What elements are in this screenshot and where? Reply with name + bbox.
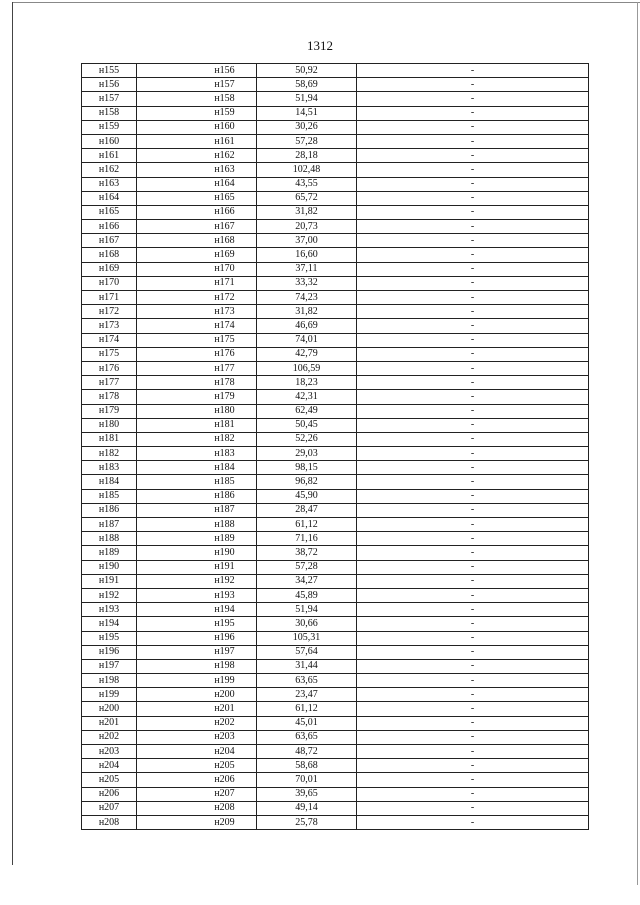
note-cell: - — [357, 730, 589, 744]
note-cell: - — [357, 177, 589, 191]
to-point-cell: н198 — [137, 659, 257, 673]
to-point-cell: н209 — [137, 815, 257, 829]
note-cell: - — [357, 361, 589, 375]
to-point-cell: н172 — [137, 291, 257, 305]
distance-cell: 57,28 — [257, 560, 357, 574]
distance-cell: 71,16 — [257, 532, 357, 546]
from-point-cell: н185 — [82, 489, 137, 503]
table-row — [82, 248, 589, 262]
table-row — [82, 390, 589, 404]
distance-cell: 20,73 — [257, 220, 357, 234]
table-row — [82, 773, 589, 787]
from-point-cell: н175 — [82, 347, 137, 361]
table-row — [82, 404, 589, 418]
to-point-cell: н185 — [137, 475, 257, 489]
from-point-cell: н156 — [82, 78, 137, 92]
to-point-cell: н195 — [137, 617, 257, 631]
table-row — [82, 92, 589, 106]
distance-cell: 30,66 — [257, 617, 357, 631]
from-point-cell: н192 — [82, 588, 137, 602]
note-cell: - — [357, 787, 589, 801]
from-point-cell: н198 — [82, 674, 137, 688]
distance-cell: 106,59 — [257, 361, 357, 375]
note-cell: - — [357, 432, 589, 446]
note-cell: - — [357, 78, 589, 92]
from-point-cell: н183 — [82, 461, 137, 475]
to-point-cell: н156 — [137, 64, 257, 78]
table-row — [82, 560, 589, 574]
note-cell: - — [357, 617, 589, 631]
from-point-cell: н194 — [82, 617, 137, 631]
to-point-cell: н190 — [137, 546, 257, 560]
to-point-cell: н181 — [137, 418, 257, 432]
to-point-cell: н165 — [137, 191, 257, 205]
note-cell: - — [357, 305, 589, 319]
from-point-cell: н181 — [82, 432, 137, 446]
note-cell: - — [357, 645, 589, 659]
table-row — [82, 220, 589, 234]
from-point-cell: н179 — [82, 404, 137, 418]
table-row — [82, 234, 589, 248]
to-point-cell: н201 — [137, 702, 257, 716]
table-row — [82, 149, 589, 163]
distance-cell: 14,51 — [257, 106, 357, 120]
table-row — [82, 588, 589, 602]
table-row — [82, 659, 589, 673]
to-point-cell: н208 — [137, 801, 257, 815]
distance-cell: 37,11 — [257, 262, 357, 276]
scan-edge-left — [12, 2, 13, 865]
table-row — [82, 447, 589, 461]
from-point-cell: н169 — [82, 262, 137, 276]
distance-cell: 96,82 — [257, 475, 357, 489]
table-row — [82, 376, 589, 390]
note-cell: - — [357, 191, 589, 205]
table-row — [82, 78, 589, 92]
from-point-cell: н157 — [82, 92, 137, 106]
to-point-cell: н178 — [137, 376, 257, 390]
from-point-cell: н191 — [82, 574, 137, 588]
note-cell: - — [357, 92, 589, 106]
to-point-cell: н162 — [137, 149, 257, 163]
table-row — [82, 815, 589, 829]
note-cell: - — [357, 319, 589, 333]
distance-cell: 42,31 — [257, 390, 357, 404]
to-point-cell: н191 — [137, 560, 257, 574]
table-row — [82, 163, 589, 177]
note-cell: - — [357, 489, 589, 503]
table-row — [82, 503, 589, 517]
from-point-cell: н196 — [82, 645, 137, 659]
from-point-cell: н203 — [82, 745, 137, 759]
note-cell: - — [357, 262, 589, 276]
page-number: 1312 — [307, 38, 333, 53]
distance-cell: 28,47 — [257, 503, 357, 517]
note-cell: - — [357, 106, 589, 120]
note-cell: - — [357, 603, 589, 617]
distance-cell: 57,64 — [257, 645, 357, 659]
table-row — [82, 787, 589, 801]
distance-cell: 65,72 — [257, 191, 357, 205]
distance-cell: 25,78 — [257, 815, 357, 829]
table-row — [82, 489, 589, 503]
table-row — [82, 177, 589, 191]
from-point-cell: н186 — [82, 503, 137, 517]
from-point-cell: н187 — [82, 518, 137, 532]
table-row — [82, 106, 589, 120]
to-point-cell: н199 — [137, 674, 257, 688]
table-row — [82, 347, 589, 361]
from-point-cell: н162 — [82, 163, 137, 177]
distance-cell: 30,26 — [257, 120, 357, 134]
table-row — [82, 674, 589, 688]
table-row — [82, 716, 589, 730]
to-point-cell: н207 — [137, 787, 257, 801]
distance-cell: 33,32 — [257, 276, 357, 290]
distance-cell: 46,69 — [257, 319, 357, 333]
to-point-cell: н168 — [137, 234, 257, 248]
from-point-cell: н166 — [82, 220, 137, 234]
distance-cell: 52,26 — [257, 432, 357, 446]
to-point-cell: н180 — [137, 404, 257, 418]
note-cell: - — [357, 404, 589, 418]
from-point-cell: н177 — [82, 376, 137, 390]
from-point-cell: н188 — [82, 532, 137, 546]
distance-cell: 51,94 — [257, 92, 357, 106]
to-point-cell: н175 — [137, 333, 257, 347]
distance-cell: 57,28 — [257, 134, 357, 148]
note-cell: - — [357, 815, 589, 829]
table-row — [82, 475, 589, 489]
note-cell: - — [357, 234, 589, 248]
to-point-cell: н194 — [137, 603, 257, 617]
to-point-cell: н159 — [137, 106, 257, 120]
note-cell: - — [357, 574, 589, 588]
note-cell: - — [357, 560, 589, 574]
from-point-cell: н200 — [82, 702, 137, 716]
from-point-cell: н165 — [82, 205, 137, 219]
from-point-cell: н178 — [82, 390, 137, 404]
distance-cell: 98,15 — [257, 461, 357, 475]
note-cell: - — [357, 134, 589, 148]
to-point-cell: н193 — [137, 588, 257, 602]
from-point-cell: н172 — [82, 305, 137, 319]
table-row — [82, 631, 589, 645]
from-point-cell: н161 — [82, 149, 137, 163]
to-point-cell: н177 — [137, 361, 257, 375]
from-point-cell: н173 — [82, 319, 137, 333]
to-point-cell: н170 — [137, 262, 257, 276]
distance-cell: 62,49 — [257, 404, 357, 418]
distance-cell: 48,72 — [257, 745, 357, 759]
note-cell: - — [357, 674, 589, 688]
to-point-cell: н203 — [137, 730, 257, 744]
distance-cell: 102,48 — [257, 163, 357, 177]
note-cell: - — [357, 659, 589, 673]
to-point-cell: н164 — [137, 177, 257, 191]
from-point-cell: н184 — [82, 475, 137, 489]
to-point-cell: н187 — [137, 503, 257, 517]
table-row — [82, 134, 589, 148]
distance-cell: 74,01 — [257, 333, 357, 347]
distance-cell: 58,69 — [257, 78, 357, 92]
to-point-cell: н173 — [137, 305, 257, 319]
distance-cell: 50,92 — [257, 64, 357, 78]
distance-cell: 74,23 — [257, 291, 357, 305]
to-point-cell: н183 — [137, 447, 257, 461]
from-point-cell: н199 — [82, 688, 137, 702]
from-point-cell: н171 — [82, 291, 137, 305]
note-cell: - — [357, 518, 589, 532]
to-point-cell: н166 — [137, 205, 257, 219]
to-point-cell: н204 — [137, 745, 257, 759]
note-cell: - — [357, 773, 589, 787]
to-point-cell: н176 — [137, 347, 257, 361]
distance-cell: 45,90 — [257, 489, 357, 503]
note-cell: - — [357, 291, 589, 305]
note-cell: - — [357, 631, 589, 645]
table-row — [82, 546, 589, 560]
from-point-cell: н207 — [82, 801, 137, 815]
table-row — [82, 645, 589, 659]
distance-cell: 45,01 — [257, 716, 357, 730]
table-row — [82, 64, 589, 78]
table-row — [82, 291, 589, 305]
table-row — [82, 333, 589, 347]
note-cell: - — [357, 120, 589, 134]
table-row — [82, 801, 589, 815]
note-cell: - — [357, 333, 589, 347]
to-point-cell: н184 — [137, 461, 257, 475]
to-point-cell: н167 — [137, 220, 257, 234]
note-cell: - — [357, 418, 589, 432]
table-row — [82, 532, 589, 546]
note-cell: - — [357, 220, 589, 234]
from-point-cell: н205 — [82, 773, 137, 787]
to-point-cell: н157 — [137, 78, 257, 92]
to-point-cell: н188 — [137, 518, 257, 532]
scan-edge-top — [12, 2, 640, 3]
distance-cell: 50,45 — [257, 418, 357, 432]
from-point-cell: н168 — [82, 248, 137, 262]
scan-edge-right — [637, 2, 638, 885]
to-point-cell: н202 — [137, 716, 257, 730]
note-cell: - — [357, 688, 589, 702]
table-row — [82, 759, 589, 773]
note-cell: - — [357, 546, 589, 560]
from-point-cell: н174 — [82, 333, 137, 347]
distance-cell: 29,03 — [257, 447, 357, 461]
table-row — [82, 319, 589, 333]
table-row — [82, 432, 589, 446]
note-cell: - — [357, 205, 589, 219]
from-point-cell: н189 — [82, 546, 137, 560]
from-point-cell: н155 — [82, 64, 137, 78]
distance-cell: 34,27 — [257, 574, 357, 588]
distance-cell: 31,82 — [257, 305, 357, 319]
from-point-cell: н159 — [82, 120, 137, 134]
to-point-cell: н179 — [137, 390, 257, 404]
distance-cell: 37,00 — [257, 234, 357, 248]
from-point-cell: н163 — [82, 177, 137, 191]
table-row — [82, 730, 589, 744]
note-cell: - — [357, 376, 589, 390]
note-cell: - — [357, 503, 589, 517]
table-body — [82, 64, 589, 830]
note-cell: - — [357, 447, 589, 461]
distance-cell: 31,44 — [257, 659, 357, 673]
table-row — [82, 603, 589, 617]
to-point-cell: н205 — [137, 759, 257, 773]
table-row — [82, 361, 589, 375]
from-point-cell: н167 — [82, 234, 137, 248]
from-point-cell: н204 — [82, 759, 137, 773]
table-row — [82, 688, 589, 702]
note-cell: - — [357, 163, 589, 177]
note-cell: - — [357, 759, 589, 773]
from-point-cell: н182 — [82, 447, 137, 461]
to-point-cell: н182 — [137, 432, 257, 446]
distance-cell: 105,31 — [257, 631, 357, 645]
distance-cell: 49,14 — [257, 801, 357, 815]
to-point-cell: н158 — [137, 92, 257, 106]
note-cell: - — [357, 745, 589, 759]
distance-cell: 45,89 — [257, 588, 357, 602]
to-point-cell: н163 — [137, 163, 257, 177]
to-point-cell: н197 — [137, 645, 257, 659]
from-point-cell: н164 — [82, 191, 137, 205]
to-point-cell: н174 — [137, 319, 257, 333]
table-row — [82, 205, 589, 219]
table-row — [82, 617, 589, 631]
to-point-cell: н200 — [137, 688, 257, 702]
note-cell: - — [357, 276, 589, 290]
table-row — [82, 702, 589, 716]
note-cell: - — [357, 716, 589, 730]
distance-cell: 70,01 — [257, 773, 357, 787]
from-point-cell: н197 — [82, 659, 137, 673]
note-cell: - — [357, 588, 589, 602]
from-point-cell: н195 — [82, 631, 137, 645]
distance-cell: 31,82 — [257, 205, 357, 219]
table-row — [82, 120, 589, 134]
distance-cell: 63,65 — [257, 730, 357, 744]
to-point-cell: н196 — [137, 631, 257, 645]
note-cell: - — [357, 532, 589, 546]
distance-cell: 61,12 — [257, 702, 357, 716]
note-cell: - — [357, 475, 589, 489]
from-point-cell: н202 — [82, 730, 137, 744]
from-point-cell: н158 — [82, 106, 137, 120]
note-cell: - — [357, 702, 589, 716]
to-point-cell: н161 — [137, 134, 257, 148]
table-row — [82, 574, 589, 588]
from-point-cell: н170 — [82, 276, 137, 290]
from-point-cell: н160 — [82, 134, 137, 148]
distance-cell: 23,47 — [257, 688, 357, 702]
distance-cell: 38,72 — [257, 546, 357, 560]
distance-cell: 43,55 — [257, 177, 357, 191]
table-row — [82, 276, 589, 290]
note-cell: - — [357, 461, 589, 475]
note-cell: - — [357, 801, 589, 815]
from-point-cell: н190 — [82, 560, 137, 574]
distance-cell: 63,65 — [257, 674, 357, 688]
note-cell: - — [357, 248, 589, 262]
distance-cell: 16,60 — [257, 248, 357, 262]
to-point-cell: н192 — [137, 574, 257, 588]
distance-cell: 42,79 — [257, 347, 357, 361]
table-row — [82, 418, 589, 432]
note-cell: - — [357, 149, 589, 163]
table-row — [82, 518, 589, 532]
from-point-cell: н201 — [82, 716, 137, 730]
table-row — [82, 461, 589, 475]
to-point-cell: н186 — [137, 489, 257, 503]
distance-cell: 58,68 — [257, 759, 357, 773]
table-row — [82, 745, 589, 759]
from-point-cell: н180 — [82, 418, 137, 432]
table-row — [82, 262, 589, 276]
from-point-cell: н176 — [82, 361, 137, 375]
note-cell: - — [357, 64, 589, 78]
to-point-cell: н171 — [137, 276, 257, 290]
table-row — [82, 305, 589, 319]
to-point-cell: н206 — [137, 773, 257, 787]
distance-cell: 28,18 — [257, 149, 357, 163]
points-table — [81, 63, 589, 830]
distance-cell: 18,23 — [257, 376, 357, 390]
to-point-cell: н160 — [137, 120, 257, 134]
to-point-cell: н189 — [137, 532, 257, 546]
from-point-cell: н208 — [82, 815, 137, 829]
distance-cell: 51,94 — [257, 603, 357, 617]
from-point-cell: н193 — [82, 603, 137, 617]
table-row — [82, 191, 589, 205]
distance-cell: 61,12 — [257, 518, 357, 532]
note-cell: - — [357, 390, 589, 404]
to-point-cell: н169 — [137, 248, 257, 262]
note-cell: - — [357, 347, 589, 361]
distance-cell: 39,65 — [257, 787, 357, 801]
from-point-cell: н206 — [82, 787, 137, 801]
